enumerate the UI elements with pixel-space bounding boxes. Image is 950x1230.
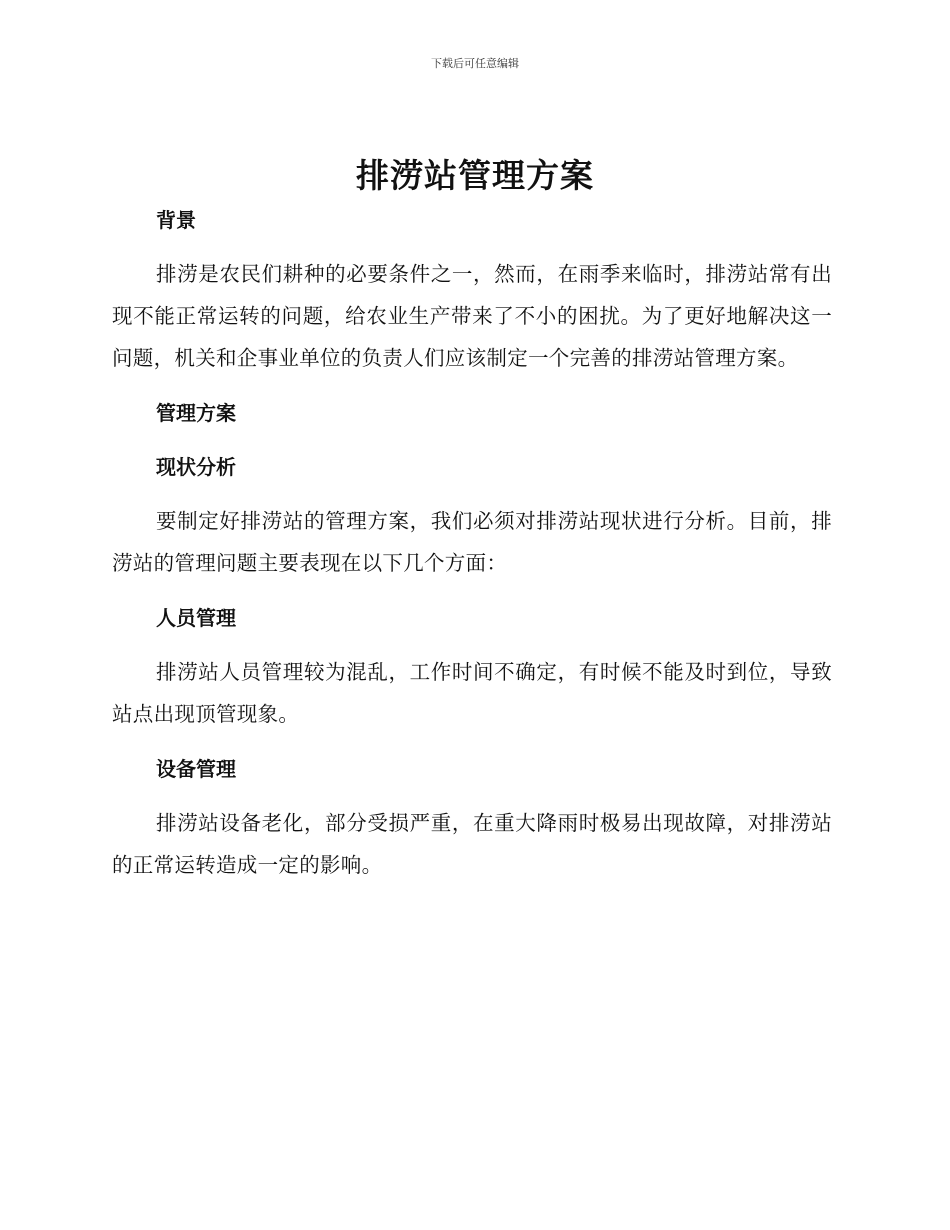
section-heading-equipment: 设备管理 [156,757,236,781]
section-heading-status-analysis: 现状分析 [156,455,236,479]
document-body [112,200,832,886]
section-paragraph-personnel: 排涝站人员管理较为混乱，工作时间不确定，有时候不能及时到位，导致站点出现顶管现象。 [112,660,832,726]
section-paragraph-background: 排涝是农民们耕种的必要条件之一，然而，在雨季来临时，排涝站常有出现不能正常运转的问题，给农业生产带来了不小的困扰。为了更好地解决这一问题，机关和企事业单位的负责人们应该制定一个完善的排涝站管理方案。 [112,262,832,370]
document-title: 排涝站管理方案 [356,156,594,195]
section-paragraph-equipment: 排涝站设备老化，部分受损严重，在重大降雨时极易出现故障，对排涝站的正常运转造成一定的影响。 [112,811,832,877]
section-heading-management-plan: 管理方案 [156,401,236,425]
page-header-note: 下载后可任意编辑 [431,57,519,70]
section-heading-personnel: 人员管理 [156,606,236,630]
section-heading-background: 背景 [156,208,196,232]
section-paragraph-status-analysis: 要制定好排涝站的管理方案，我们必须对排涝站现状进行分析。目前，排涝站的管理问题主要表现在以下几个方面： [112,509,832,575]
